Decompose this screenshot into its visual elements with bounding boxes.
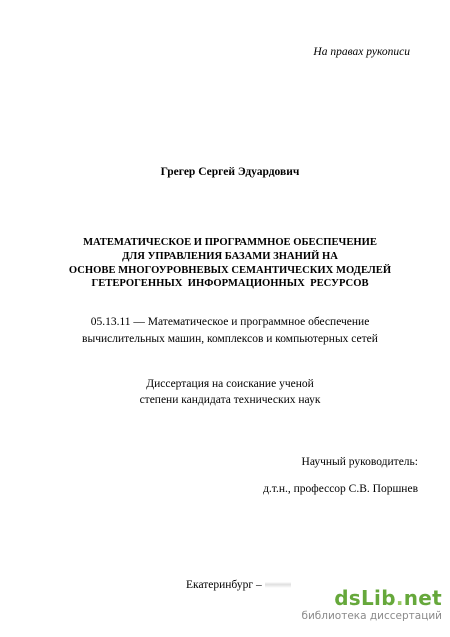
watermark-logo-tld: net xyxy=(403,586,442,610)
specialty-block xyxy=(0,314,450,348)
watermark-logo-dot: . xyxy=(395,586,404,610)
title-line: МАТЕМАТИЧЕСКОЕ И ПРОГРАММНОЕ ОБЕСПЕЧЕНИЕ xyxy=(83,237,377,248)
watermark-logo xyxy=(262,587,442,609)
supervisor-name: д.т.н., профессор С.В. Поршнев xyxy=(263,483,418,495)
author-name: Грегер Сергей Эдуардович xyxy=(160,166,300,178)
supervisor-title: Научный руководитель: xyxy=(301,456,418,468)
watermark xyxy=(262,587,442,631)
degree-block xyxy=(0,376,450,408)
watermark-logo-main: dsLib xyxy=(334,586,396,610)
title-line: ГЕТЕРОГЕННЫХ ИНФОРМАЦИОННЫХ РЕСУРСОВ xyxy=(91,278,369,290)
specialty-line: вычислительных машин, комплексов и компьютерных сетей xyxy=(82,333,378,345)
city-name: Екатеринбург – xyxy=(186,579,262,591)
watermark-caption: библиотека диссертаций xyxy=(301,610,442,622)
specialty-line: 05.13.11 — Математическое и программное обеспечение xyxy=(90,316,370,328)
degree-line: степени кандидата технических наук xyxy=(139,394,321,406)
title-line: ОСНОВЕ МНОГОУРОВНЕВЫХ СЕМАНТИЧЕСКИХ МОДЕЛЕЙ xyxy=(68,264,392,276)
dissertation-title xyxy=(0,236,450,291)
rights-note: На правах рукописи xyxy=(313,46,410,58)
title-line: ДЛЯ УПРАВЛЕНИЯ БАЗАМИ ЗНАНИЙ НА xyxy=(122,250,338,262)
degree-line: Диссертация на соискание ученой xyxy=(146,378,314,390)
